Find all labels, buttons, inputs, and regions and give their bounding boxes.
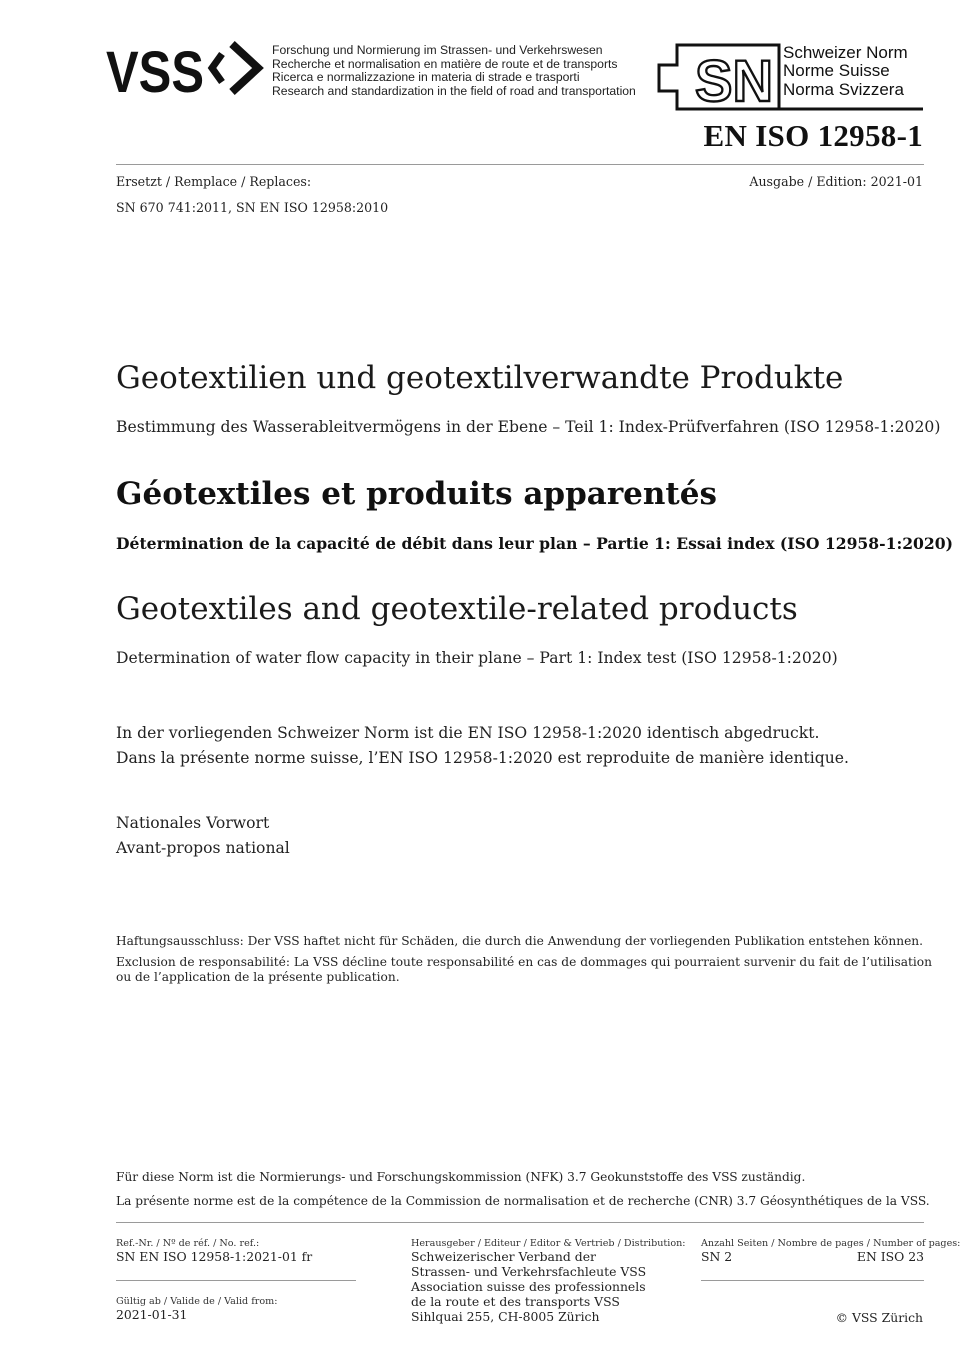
subtitle-french: Détermination de la capacité de débit dans leur plan – Partie 1: Essai index (ISO 12958-1:2020) xyxy=(116,534,953,553)
foreword-german: Nationales Vorwort xyxy=(116,814,270,832)
pages-label: Anzahl Seiten / Nombre de pages / Number of pages: xyxy=(701,1238,961,1249)
publisher-line-3: Association suisse des professionnels xyxy=(411,1279,646,1294)
reference-block xyxy=(116,1238,312,1264)
pages-values xyxy=(701,1249,924,1264)
title-english: Geotextiles and geotextile-related products xyxy=(116,591,798,627)
vss-tagline xyxy=(272,44,636,98)
valid-label: Gültig ab / Valide de / Valid from: xyxy=(116,1296,278,1307)
valid-block xyxy=(116,1296,277,1322)
standard-number: EN ISO 12958-1 xyxy=(703,118,923,153)
disclaimer-french xyxy=(116,955,932,985)
committee-german: Für diese Norm ist die Normierungs- und Forschungskommission (NFK) 3.7 Geokunststoffe des VSS zuständig. xyxy=(116,1170,806,1184)
vss-logo-text: VSS xyxy=(106,40,204,100)
vss-tagline-it: Ricerca e normalizzazione in materia di strade e trasporti xyxy=(272,70,580,85)
sn-logo-text: SN xyxy=(695,49,773,111)
header-divider xyxy=(116,164,924,165)
disclaimer-french-line-2: ou de l’application de la présente publication. xyxy=(116,970,400,984)
swiss-norm-fr: Norme Suisse xyxy=(783,61,890,81)
pages-block xyxy=(701,1238,961,1264)
title-french: Géotextiles et produits apparentés xyxy=(116,476,717,512)
title-german: Geotextilien und geotextilverwandte Produkte xyxy=(116,360,844,396)
publisher-line-1: Schweizerischer Verband der xyxy=(411,1249,596,1264)
vss-logo xyxy=(106,40,266,100)
footer-divider xyxy=(116,1222,924,1223)
pages-divider xyxy=(701,1280,924,1281)
copyright: © VSS Zürich xyxy=(835,1310,923,1325)
publisher-block xyxy=(411,1238,686,1324)
reference-label: Ref.-Nr. / Nº de réf. / No. ref.: xyxy=(116,1238,260,1249)
disclaimer-german: Haftungsausschluss: Der VSS haftet nicht für Schäden, die durch die Anwendung der vorliegenden Publikation entstehen können. xyxy=(116,934,924,948)
reference-divider xyxy=(116,1280,356,1281)
reference-value: SN EN ISO 12958-1:2021-01 fr xyxy=(116,1249,313,1264)
swiss-norm-it: Norma Svizzera xyxy=(783,79,904,99)
disclaimer-french-line-1: Exclusion de responsabilité: La VSS décline toute responsabilité en cas de dommages qui pourraient survenir du fait de l’utilisation xyxy=(116,955,932,969)
swiss-norm-de: Schweizer Norm xyxy=(783,43,908,62)
committee-french: La présente norme est de la compétence de la Commission de normalisation et de recherche (CNR) 3.7 Géosynthétiques de la VSS. xyxy=(116,1194,930,1208)
vss-tagline-en: Research and standardization in the field of road and transportation xyxy=(272,83,636,98)
vss-tagline-de: Forschung und Normierung im Strassen- und Verkehrswesen xyxy=(272,43,603,57)
swiss-norm-label xyxy=(783,44,908,99)
vss-tagline-fr: Recherche et normalisation en matière de route et de transports xyxy=(272,56,618,71)
publisher-label: Herausgeber / Editeur / Editor & Vertrieb / Distribution: xyxy=(411,1238,686,1249)
replaces-label: Ersetzt / Remplace / Replaces: xyxy=(116,174,312,189)
replaces-value: SN 670 741:2011, SN EN ISO 12958:2010 xyxy=(116,200,389,215)
valid-value: 2021-01-31 xyxy=(116,1307,188,1322)
identical-note-german: In der vorliegenden Schweizer Norm ist die EN ISO 12958-1:2020 identisch abgedruckt. xyxy=(116,724,820,742)
identical-note-french: Dans la présente norme suisse, l’EN ISO 12958-1:2020 est reproduite de manière identique. xyxy=(116,749,849,767)
subtitle-english: Determination of water flow capacity in their plane – Part 1: Index test (ISO 12958-1:2020) xyxy=(116,649,838,667)
pages-sn: SN 2 xyxy=(701,1249,733,1264)
publisher-line-2: Strassen- und Verkehrsfachleute VSS xyxy=(411,1264,647,1279)
foreword-french: Avant-propos national xyxy=(116,839,290,857)
pages-en: EN ISO 23 xyxy=(856,1249,924,1264)
publisher-address: Sihlquai 255, CH-8005 Zürich xyxy=(411,1309,600,1324)
edition-date: Ausgabe / Edition: 2021-01 xyxy=(749,174,923,189)
subtitle-german: Bestimmung des Wasserableitvermögens in der Ebene – Teil 1: Index-Prüfverfahren (ISO 12958-1:2020) xyxy=(116,418,941,436)
publisher-line-4: de la route et des transports VSS xyxy=(411,1294,620,1309)
